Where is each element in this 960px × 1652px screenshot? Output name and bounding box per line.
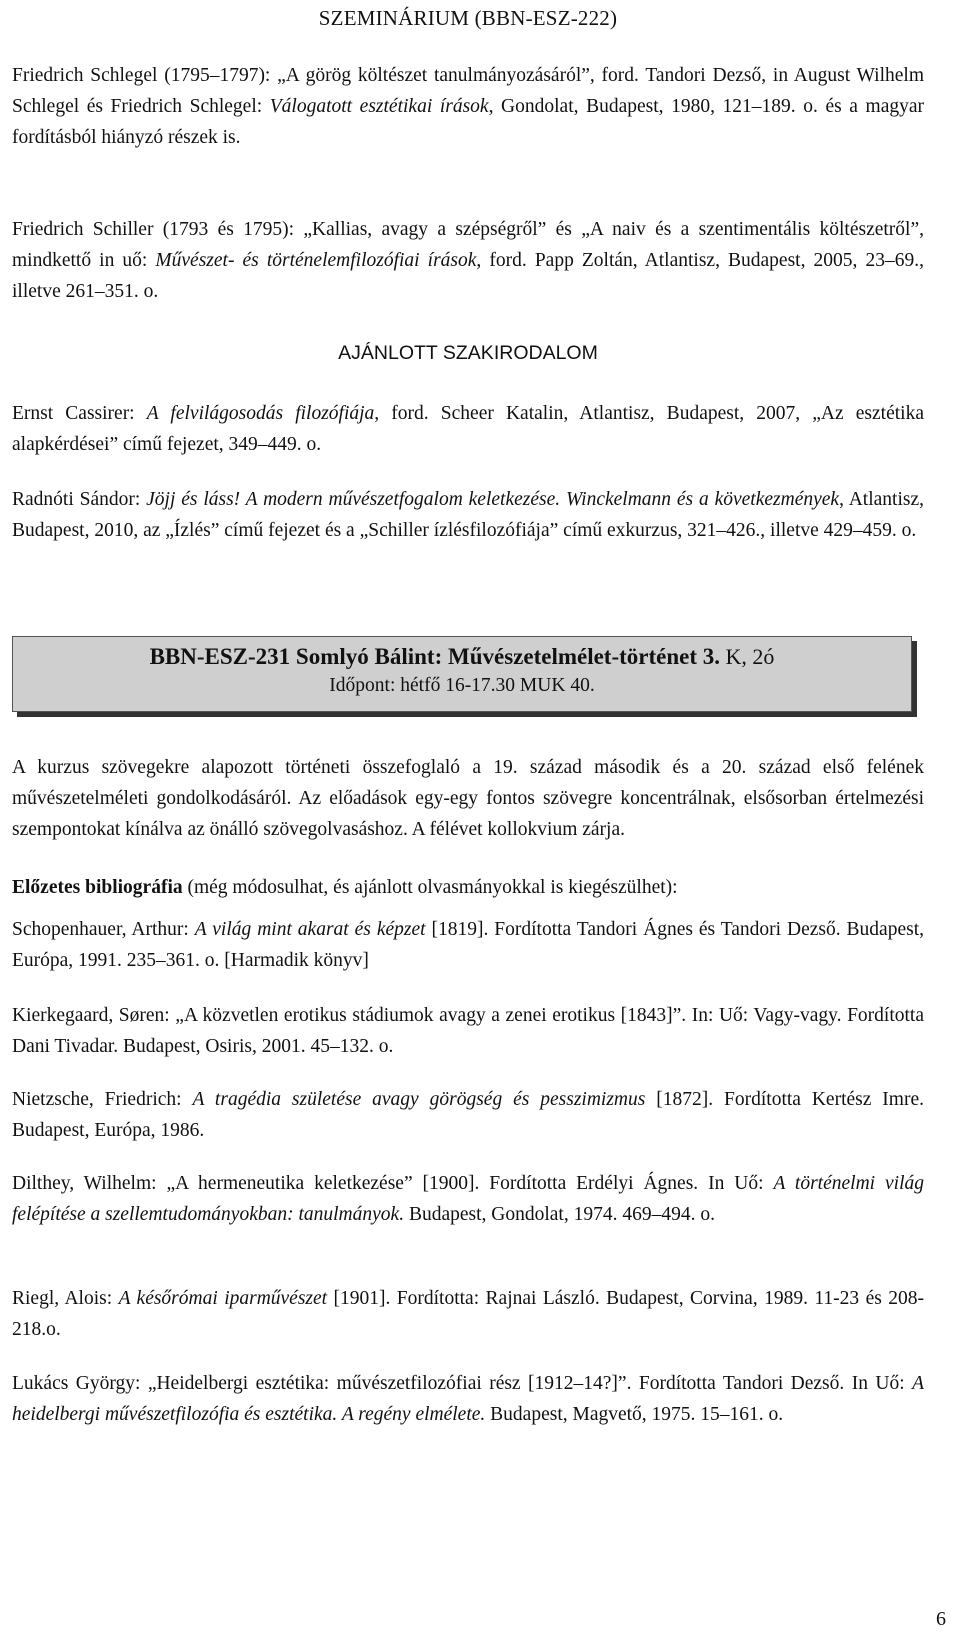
recommended-radnoti: Radnóti Sándor: Jöjj és láss! A modern művészetfogalom keletkezése. Winckelmann és a következmények, Atlantisz, Budapest, 2010, az „Ízlés” című fejezet és a „Schiller ízlésfilozófiája” című exkurzus, 321–426., illetve 429–459. o. — [12, 489, 925, 541]
bib-kierkegaard: Kierkegaard, Søren: „A közvetlen erotikus stádiumok avagy a zenei erotikus [1843]”. In: Uő: Vagy-vagy. Fordította Dani Tivadar. Budapest, Osiris, 2001. 45–132. o. — [12, 1005, 924, 1057]
course-time: Időpont: hétfő 16-17.30 MUK 40. — [329, 675, 595, 696]
bibliography-heading: Előzetes bibliográfia (még módosulhat, és ajánlott olvasmányokkal is kiegészülhet): — [12, 877, 678, 898]
seminar-header: SZEMINÁRIUM (BBN-ESZ-222) — [318, 6, 618, 30]
course-description: A kurzus szövegekre alapozott történeti összefoglaló a 19. század második és a 20. század első felének művészetelméleti gondolkodásáról. Az előadások egy-egy fontos szövegre koncentrálnak, elsősorban értelmezési szempontokat kínálva az önálló szövegolvasáshoz. A félévet kollokvium zárja. — [12, 757, 924, 840]
seminar-reading-schiller: Friedrich Schiller (1793 és 1795): „Kallias, avagy a szépségről” és „A naiv és a szentimentális költészetről”, mindkettő in uő: Művészet- és történelemfilozófiai írások, ford. Papp Zoltán, Atlantisz, Budapest, 2005, 23–69., illetve 261–351. o. — [12, 219, 924, 302]
bib-nietzsche: Nietzsche, Friedrich: A tragédia születése avagy görögség és pesszimizmus [1872]. Fordította Kertész Imre. Budapest, Európa, 1986. — [12, 1089, 924, 1141]
recommended-cassirer: Ernst Cassirer: A felvilágosodás filozófiája, ford. Scheer Katalin, Atlantisz, Budapest, 2007, „Az esztétika alapkérdései” című fejezet, 349–449. o. — [12, 403, 924, 455]
bib-riegl: Riegl, Alois: A későrómai iparművészet [1901]. Fordította: Rajnai László. Budapest, Corvina, 1989. 11-23 és 208-218.o. — [12, 1288, 924, 1340]
recommended-title: AJÁNLOTT SZAKIRODALOM — [338, 342, 598, 364]
course-title: BBN-ESZ-231 Somlyó Bálint: Művészetelmélet-történet 3. K, 2ó — [149, 644, 775, 669]
course-box — [12, 636, 912, 712]
bib-schopenhauer: Schopenhauer, Arthur: A világ mint akarat és képzet [1819]. Fordította Tandori Ágnes és Tandori Dezső. Budapest, Európa, 1991. 235–361. o. [Harmadik könyv] — [12, 919, 924, 971]
bib-lukacs: Lukács György: „Heidelbergi esztétika: művészetfilozófiai rész [1912–14?]”. Fordította Tandori Dezső. In Uő: A heidelbergi művészetfilozófia és esztétika. A regény elmélete. Budapest, Magvető, 1975. 15–161. o. — [12, 1373, 924, 1425]
page-number: 6 — [936, 1608, 946, 1630]
seminar-reading-schlegel: Friedrich Schlegel (1795–1797): „A görög költészet tanulmányozásáról”, ford. Tandori Dezső, in August Wilhelm Schlegel és Friedrich Schlegel: Válogatott esztétikai írások, Gondolat, Budapest, 1980, 121–189. o. és a magyar fordításból hiányzó részek is. — [12, 65, 924, 148]
bib-dilthey: Dilthey, Wilhelm: „A hermeneutika keletkezése” [1900]. Fordította Erdélyi Ágnes. In Uő: A történelmi világ felépítése a szellemtudományokban: tanulmányok. Budapest, Gondolat, 1974. 469–494. o. — [12, 1173, 924, 1225]
